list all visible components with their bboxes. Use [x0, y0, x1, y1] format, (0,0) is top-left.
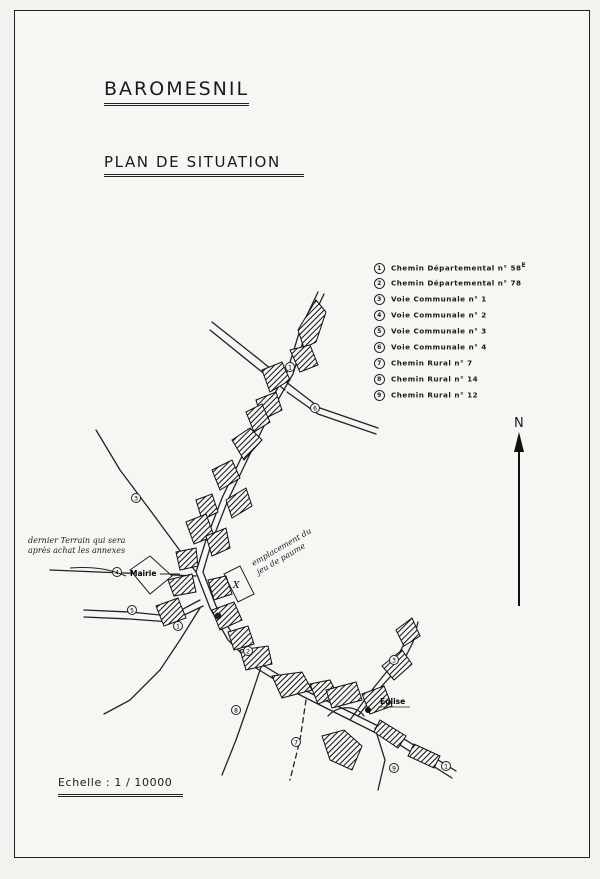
marker-text: 1	[288, 364, 292, 372]
building	[382, 650, 412, 680]
marker-3	[132, 494, 141, 503]
x-mark: X	[233, 581, 240, 591]
road-vc4-edge	[287, 392, 376, 434]
legend-label: Chemin Rural n° 12	[391, 390, 479, 400]
marker-text: 8	[234, 707, 238, 715]
north-label: N	[514, 416, 524, 431]
legend-number: 7	[374, 358, 385, 369]
building	[208, 576, 232, 600]
legend-number: 1	[374, 263, 385, 274]
marker-text: 3	[392, 657, 396, 665]
marker-7	[292, 738, 301, 747]
eglise-label: Eglise	[380, 697, 406, 706]
legend-number: 4	[374, 310, 385, 321]
marker-text: 5	[130, 607, 134, 615]
legend-number: 8	[374, 374, 385, 385]
legend-label: Chemin Départemental n° 58	[391, 263, 522, 273]
legend-label: Chemin Rural n° 7	[391, 358, 473, 368]
building	[408, 744, 440, 768]
building	[212, 460, 240, 490]
building	[396, 618, 420, 646]
building	[272, 672, 312, 698]
marker-text: 1	[444, 763, 448, 771]
legend-sup: E	[521, 262, 527, 269]
legend-number: 9	[374, 390, 385, 401]
building	[176, 548, 198, 570]
marker-text: 9	[392, 765, 396, 773]
marker-1	[286, 363, 295, 372]
emplacement-box	[224, 566, 254, 602]
building	[168, 574, 196, 596]
legend-label: Voie Communale n° 1	[391, 294, 487, 304]
building	[374, 720, 406, 748]
map-title: BAROMESNIL	[104, 78, 249, 106]
marker-text: 3	[134, 495, 138, 503]
marker-text: 2	[246, 648, 250, 656]
marker-3b	[390, 656, 399, 665]
road-cr14	[222, 664, 262, 775]
building	[228, 626, 254, 650]
legend-label: Chemin Départemental n° 78	[391, 278, 522, 288]
marker-1b	[174, 622, 183, 631]
road-sw	[104, 608, 200, 714]
legend-label: Voie Communale n° 2	[391, 310, 487, 320]
marker-text: 4	[115, 569, 119, 577]
marker-5	[128, 606, 137, 615]
map-subtitle: PLAN DE SITUATION	[104, 153, 304, 177]
marker-1c	[442, 762, 451, 771]
scale-underline	[58, 794, 183, 797]
building	[298, 300, 326, 348]
marker-6	[311, 404, 320, 413]
scale-label: Echelle : 1 / 10000	[58, 776, 173, 789]
legend-number: 3	[374, 294, 385, 305]
building	[232, 428, 262, 460]
point-marker	[215, 613, 222, 620]
building	[226, 488, 252, 518]
marker-text: 6	[313, 405, 317, 413]
road-d58e	[196, 292, 452, 778]
legend-label: Voie Communale n° 3	[391, 326, 487, 336]
legend-label: Voie Communale n° 4	[391, 342, 487, 352]
legend-number: 5	[374, 326, 385, 337]
marker-2	[244, 647, 253, 656]
mairie-label: Mairie	[130, 569, 157, 578]
road-vc4	[290, 385, 378, 428]
emplacement-note: emplacement du jeu de paume	[250, 526, 313, 577]
marker-text: 1	[176, 623, 180, 631]
north-arrow	[514, 432, 524, 606]
marker-9	[390, 764, 399, 773]
legend-number: 6	[374, 342, 385, 353]
legend-label: Chemin Rural n° 14	[391, 374, 479, 384]
building	[322, 730, 362, 770]
legend-number: 2	[374, 278, 385, 289]
marker-text: 7	[294, 739, 298, 747]
handwritten-note: dernier Terrain qui sera après achat les annexes	[28, 536, 126, 555]
marker-8	[232, 706, 241, 715]
